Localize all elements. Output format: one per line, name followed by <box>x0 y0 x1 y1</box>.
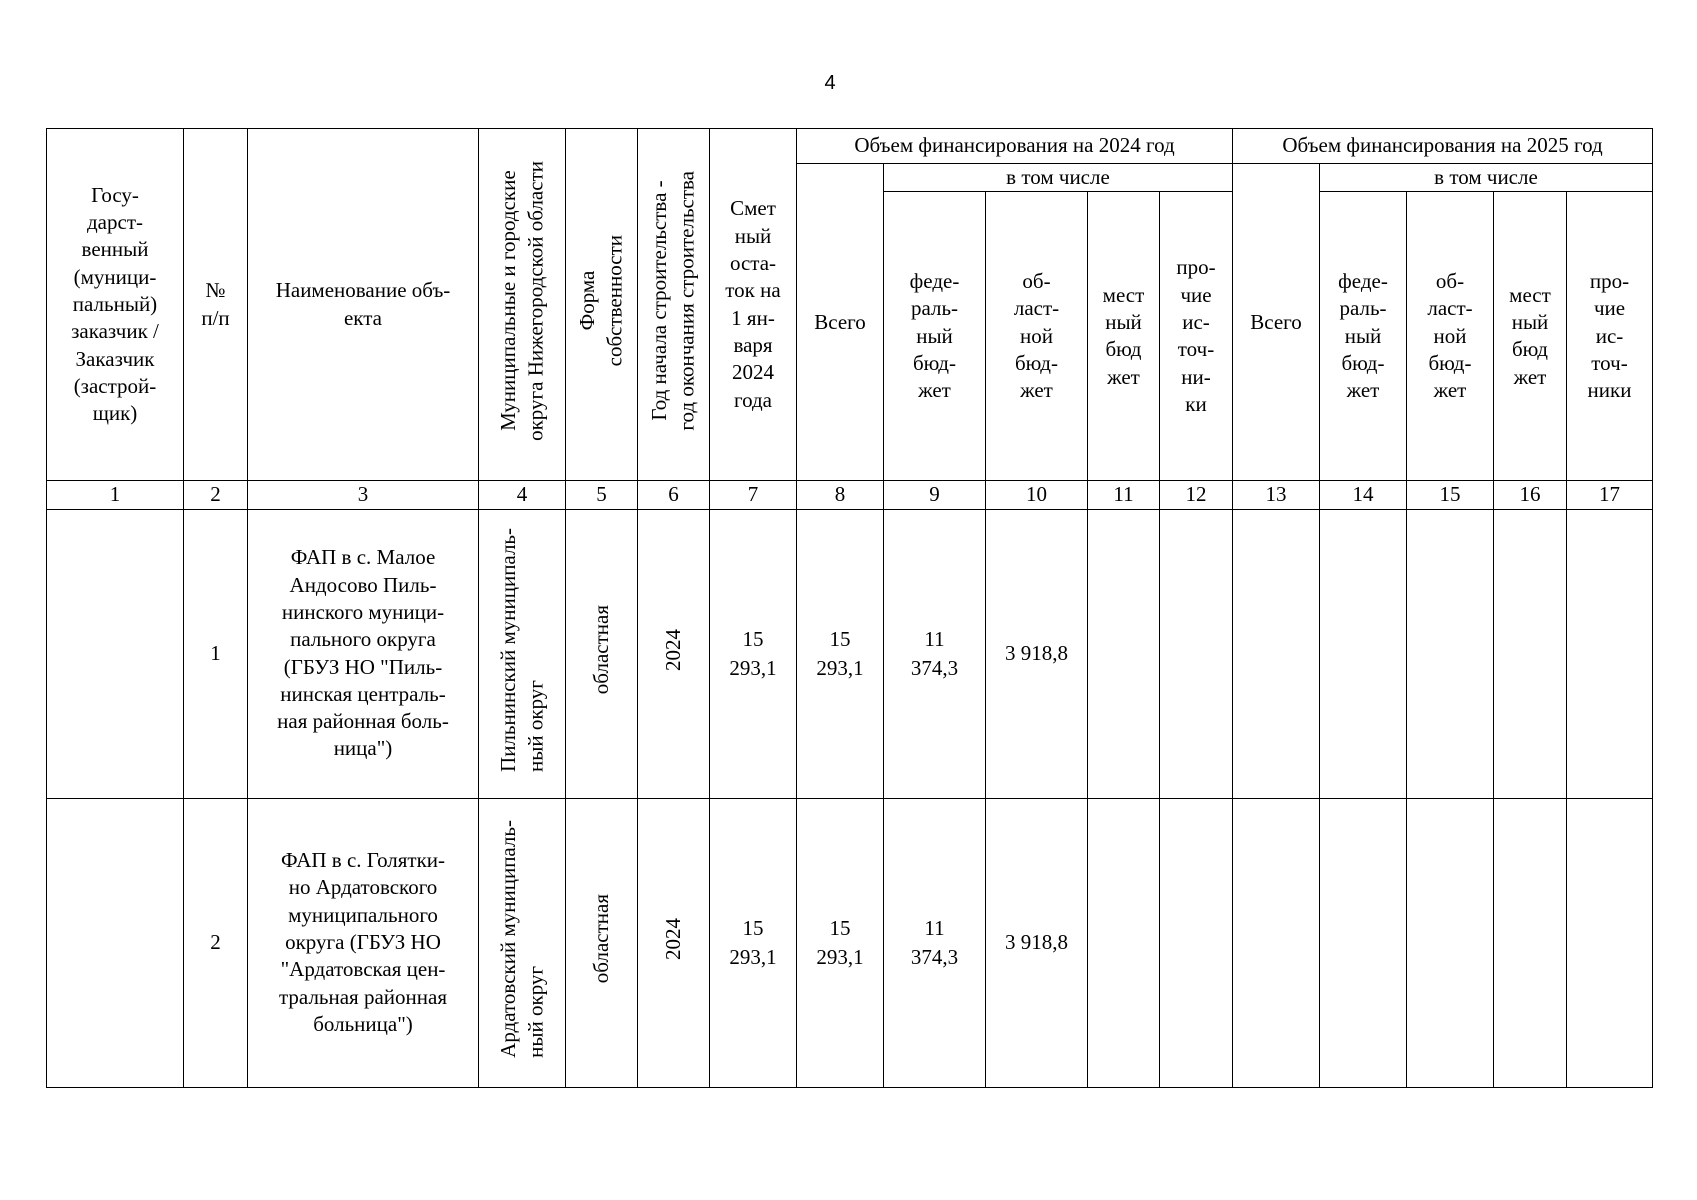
header-local-2025: мест ный бюд жет <box>1494 192 1567 481</box>
financing-table <box>46 128 1653 1088</box>
header-funding-2025: Объем финансирования на 2025 год <box>1233 129 1653 164</box>
row-federal-2024: 11 374,3 <box>884 798 986 1087</box>
table-row <box>47 798 1653 1087</box>
column-number: 10 <box>986 481 1088 509</box>
header-federal-2024: феде- раль- ный бюд- жет <box>884 192 986 481</box>
row-number: 1 <box>184 509 248 798</box>
header-including-2024: в том числе <box>884 164 1233 192</box>
row-years-text: 2024 <box>660 917 685 960</box>
header-estimate: Смет ный оста- ток на 1 ян- варя 2024 года <box>710 129 797 481</box>
header-federal-2025: феде- раль- ный бюд- жет <box>1320 192 1407 481</box>
row-ownership <box>566 509 638 798</box>
row-municipality-text: Пильнинский муниципаль- ный округ <box>495 527 547 772</box>
column-number: 3 <box>248 481 479 509</box>
header-total-2024: Всего <box>797 164 884 481</box>
row-other-2024 <box>1160 509 1233 798</box>
row-other-2025 <box>1567 509 1653 798</box>
row-number: 2 <box>184 798 248 1087</box>
column-number: 5 <box>566 481 638 509</box>
row-local-2024 <box>1088 798 1160 1087</box>
row-object-name: ФАП в с. Голятки- но Ардатовского муниципального округа (ГБУЗ НО "Ардатовская цен- тральная районная больница") <box>248 798 479 1087</box>
column-number: 7 <box>710 481 797 509</box>
header-municipality-text: Муниципальные и городские округа Нижегородской области <box>495 161 547 441</box>
row-local-2024 <box>1088 509 1160 798</box>
header-row-1 <box>47 129 1653 164</box>
column-number: 14 <box>1320 481 1407 509</box>
page-number: 4 <box>824 72 836 94</box>
column-number: 13 <box>1233 481 1320 509</box>
table-row <box>47 509 1653 798</box>
header-object-name: Наименование объ- екта <box>248 129 479 481</box>
column-number: 11 <box>1088 481 1160 509</box>
header-regional-2025: об- ласт- ной бюд- жет <box>1407 192 1494 481</box>
row-federal-2024: 11 374,3 <box>884 509 986 798</box>
header-years <box>638 129 710 481</box>
row-local-2025 <box>1494 798 1567 1087</box>
row-ownership <box>566 798 638 1087</box>
row-total-2025 <box>1233 509 1320 798</box>
column-number: 16 <box>1494 481 1567 509</box>
row-other-2025 <box>1567 798 1653 1087</box>
row-ownership-text: областная <box>588 894 613 984</box>
row-total-2024: 15 293,1 <box>797 798 884 1087</box>
header-funding-2024: Объем финансирования на 2024 год <box>797 129 1233 164</box>
header-customer: Госу- дарст- венный (муници- пальный) заказчик / Заказчик (застрой- щик) <box>47 129 184 481</box>
row-municipality <box>479 798 566 1087</box>
row-customer <box>47 509 184 798</box>
row-years <box>638 509 710 798</box>
row-federal-2025 <box>1320 509 1407 798</box>
column-number: 1 <box>47 481 184 509</box>
column-number: 2 <box>184 481 248 509</box>
header-regional-2024: об- ласт- ной бюд- жет <box>986 192 1088 481</box>
row-estimate: 15 293,1 <box>710 509 797 798</box>
row-municipality-text: Ардатовский муниципаль- ный округ <box>495 820 547 1058</box>
column-number: 17 <box>1567 481 1653 509</box>
header-other-2025: про- чие ис- точ- ники <box>1567 192 1653 481</box>
header-years-text: Год начала строительства - год окончания строительства <box>647 171 699 431</box>
header-including-2025: в том числе <box>1320 164 1653 192</box>
row-regional-2025 <box>1407 798 1494 1087</box>
row-municipality <box>479 509 566 798</box>
column-number: 8 <box>797 481 884 509</box>
row-regional-2025 <box>1407 509 1494 798</box>
column-number: 4 <box>479 481 566 509</box>
row-estimate: 15 293,1 <box>710 798 797 1087</box>
column-number-row <box>47 481 1653 509</box>
header-local-2024: мест ный бюд жет <box>1088 192 1160 481</box>
column-number: 9 <box>884 481 986 509</box>
header-ownership-text: Форма собственности <box>575 235 627 367</box>
column-number: 15 <box>1407 481 1494 509</box>
row-ownership-text: областная <box>588 605 613 695</box>
header-ownership <box>566 129 638 481</box>
row-regional-2024: 3 918,8 <box>986 509 1088 798</box>
header-municipality <box>479 129 566 481</box>
row-federal-2025 <box>1320 798 1407 1087</box>
row-local-2025 <box>1494 509 1567 798</box>
header-number: № п/п <box>184 129 248 481</box>
row-object-name: ФАП в с. Малое Андосово Пиль- нинского муници- пального округа (ГБУЗ НО "Пиль- нинская централь- ная районная боль- ница") <box>248 509 479 798</box>
row-years-text: 2024 <box>660 628 685 671</box>
column-number: 6 <box>638 481 710 509</box>
header-total-2025: Всего <box>1233 164 1320 481</box>
header-other-2024: про- чие ис- точ- ни- ки <box>1160 192 1233 481</box>
column-number: 12 <box>1160 481 1233 509</box>
row-other-2024 <box>1160 798 1233 1087</box>
row-customer <box>47 798 184 1087</box>
row-regional-2024: 3 918,8 <box>986 798 1088 1087</box>
row-total-2024: 15 293,1 <box>797 509 884 798</box>
row-total-2025 <box>1233 798 1320 1087</box>
row-years <box>638 798 710 1087</box>
